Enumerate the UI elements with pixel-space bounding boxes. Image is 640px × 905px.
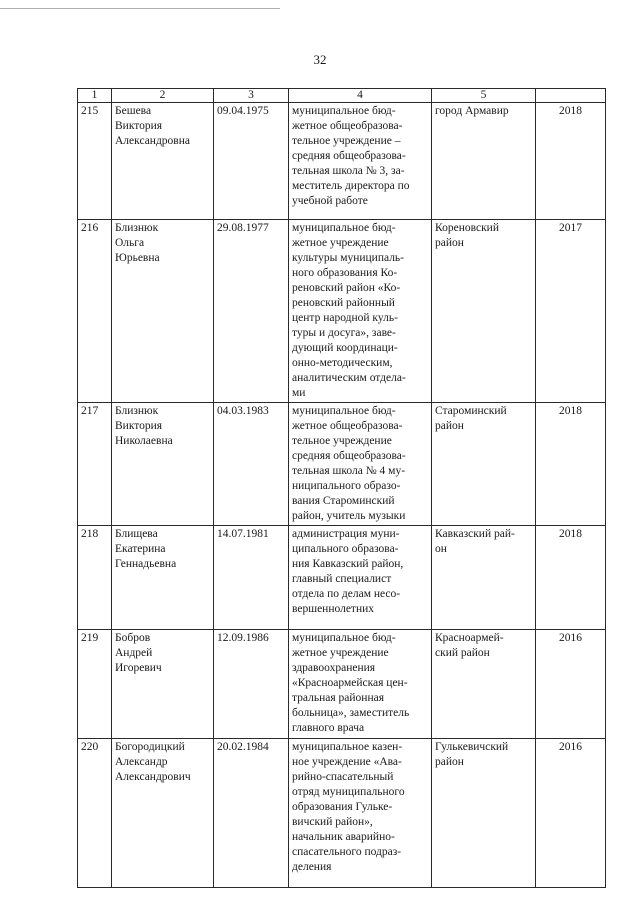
person-name: Близнюк Виктория Николаевна [112,403,214,526]
organization-position: муниципальное бюд- жетное общеобразова- тельное учреждение – средняя общеобразова- тельная школа № 3, за- меститель директора по учебной работе [289,103,432,220]
year: 2018 [536,526,606,630]
region: город Армавир [432,103,536,220]
page-number: 32 [313,52,327,67]
header-col-5: 5 [432,89,536,103]
organization-position: муниципальное казен- ное учреждение «Ава- рийно-спасательный отряд муниципального образования Гульке- вичский район», начальник аварийно- спасательного подраз- деления [289,739,432,888]
year: 2017 [536,220,606,403]
person-name: Бобров Андрей Игоревич [112,630,214,739]
birth-date: 20.02.1984 [214,739,289,888]
region: Гулькевичский район [432,739,536,888]
year: 2016 [536,630,606,739]
row-number: 216 [78,220,112,403]
region: Староминский район [432,403,536,526]
birth-date: 09.04.1975 [214,103,289,220]
header-row [78,89,606,103]
organization-position: муниципальное бюд- жетное учреждение здравоохранения «Красноармейская цен- тральная районная больница», заместитель главного врача [289,630,432,739]
row-number: 217 [78,403,112,526]
table-row [78,526,606,630]
birth-date: 12.09.1986 [214,630,289,739]
table-row [78,739,606,888]
header-col-1: 1 [78,89,112,103]
table-row [78,630,606,739]
header-col-2: 2 [112,89,214,103]
person-name: Бешева Виктория Александровна [112,103,214,220]
table-row [78,220,606,403]
region: Кореновский район [432,220,536,403]
birth-date: 14.07.1981 [214,526,289,630]
organization-position: муниципальное бюд- жетное общеобразова- тельное учреждение средняя общеобразова- тельная школа № 4 му- ниципального образо- вания Староминский район, учитель музыки [289,403,432,526]
year: 2018 [536,103,606,220]
person-name: Блищева Екатерина Геннадьевна [112,526,214,630]
table-row [78,403,606,526]
year: 2018 [536,403,606,526]
person-name: Богородицкий Александр Александрович [112,739,214,888]
organization-position: администрация муни- ципального образова- ния Кавказский район, главный специалист отдела по делам несо- вершеннолетних [289,526,432,630]
region: Красноармей- ский район [432,630,536,739]
region: Кавказский рай- он [432,526,536,630]
row-number: 219 [78,630,112,739]
birth-date: 04.03.1983 [214,403,289,526]
row-number: 220 [78,739,112,888]
year: 2016 [536,739,606,888]
row-number: 215 [78,103,112,220]
header-col-6 [536,89,606,103]
top-rule [0,8,280,9]
organization-position: муниципальное бюд- жетное учреждение культуры муниципаль- ного образования Ко- реновский район «Ко- реновский районный центр народной куль- туры и досуга», заве- дующий координаци- онно-методическим, аналитическим отдела- ми [289,220,432,403]
header-col-4: 4 [289,89,432,103]
row-number: 218 [78,526,112,630]
personnel-table [77,88,606,888]
person-name: Близнюк Ольга Юрьевна [112,220,214,403]
table-row [78,103,606,220]
header-col-3: 3 [214,89,289,103]
birth-date: 29.08.1977 [214,220,289,403]
